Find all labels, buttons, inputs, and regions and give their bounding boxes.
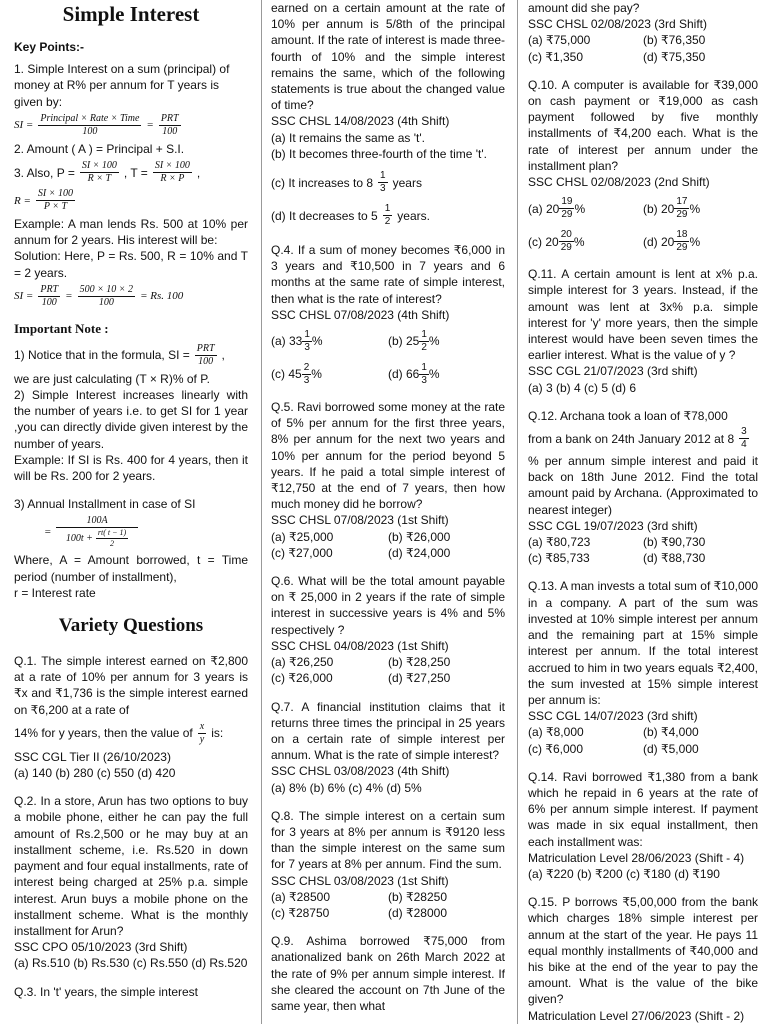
- fraction-numerator: SI × 100: [81, 160, 117, 172]
- column-1: [14, 0, 248, 1024]
- question-text: from a bank on 24th January 2012 at 8: [528, 431, 735, 446]
- note-3-text: 3) Annual Installment in case of SI: [14, 497, 196, 512]
- question-13-source: SSC CGL 14/07/2023 (3rd shift): [528, 709, 698, 724]
- formula-lead: 3. Also, P =: [14, 165, 75, 180]
- fraction: [38, 113, 141, 138]
- question-5-options: [271, 529, 505, 561]
- option-text: (d) It decreases to 5: [271, 208, 378, 223]
- percent-sign: %: [574, 201, 586, 216]
- question-11-source: SSC CGL 21/07/2023 (3rd shift): [528, 364, 698, 379]
- option-b: [643, 196, 758, 221]
- fraction: [378, 170, 388, 195]
- question-12-options: [528, 534, 758, 566]
- fraction-numerator: x: [199, 720, 205, 732]
- option-b: (b) ₹26,000: [388, 529, 451, 544]
- fraction: [559, 196, 574, 221]
- fraction-denominator: P × T: [43, 201, 68, 213]
- percent-sign: %: [311, 367, 322, 382]
- question-9-continued: amount did she pay?: [528, 1, 640, 15]
- question-1: Q.1. The simple interest earned on ₹2,800 at a rate of 10% per annum for 3 years is ₹x and ₹1,736 is the simple interest earned on ₹6,200 at a rate of: [14, 654, 248, 717]
- fraction-numerator: rt( t − 1): [97, 528, 127, 538]
- fraction: [96, 528, 128, 549]
- fraction: [78, 284, 136, 309]
- fraction: [302, 329, 312, 354]
- question-14-source: Matriculation Level 28/06/2023 (Shift - 4): [528, 850, 745, 865]
- question-5-source: SSC CHSL 07/08/2023 (1st Shift): [271, 513, 449, 528]
- option-text: (d) 20: [643, 234, 675, 249]
- punctuation: ,: [221, 348, 225, 363]
- question-9-options: [528, 32, 758, 64]
- punctuation: ,: [196, 165, 201, 180]
- note-text: 1) Notice that in the formula, SI =: [14, 348, 190, 363]
- fraction-denominator: 2: [110, 539, 114, 549]
- fraction-denominator: 3: [421, 375, 427, 387]
- question-8: Q.8. The simple interest on a certain sum for 3 years at 8% per annum is ₹9120 less than the simple interest on the same sum for 7 years at 8% per annum. Find the sum.: [271, 808, 505, 872]
- option-d: (d) ₹88,730: [643, 551, 706, 566]
- question-3-option-c: [271, 170, 505, 195]
- fraction-denominator: 4: [741, 439, 747, 451]
- column-2: [271, 0, 505, 1024]
- option-a: (a) ₹26,250: [271, 655, 334, 670]
- question-14: Q.14. Ravi borrowed ₹1,380 from a bank which he repaid in 6 years at the rate of 6% per annum simple interest. If payment was made in six equal installment, then each installment was:: [528, 769, 758, 849]
- fraction-numerator: 18: [676, 229, 688, 241]
- option-c: [528, 229, 643, 254]
- option-text: (d) 66: [388, 367, 420, 382]
- formula-result: = Rs. 100: [140, 290, 184, 303]
- option-text: (a) 20: [528, 201, 560, 216]
- fraction: [80, 160, 119, 185]
- fraction-numerator: 2: [303, 362, 310, 374]
- option-c: (c) ₹28750: [271, 905, 330, 920]
- fraction: [419, 362, 429, 387]
- option-d: (d) ₹5,000: [643, 741, 699, 756]
- fraction-numerator: Principal × Rate × Time: [40, 112, 140, 124]
- question-13-options: [528, 724, 758, 756]
- fraction-numerator: 1: [384, 203, 391, 215]
- option-b: (b) ₹28250: [388, 889, 448, 904]
- solution-formula: [14, 284, 248, 309]
- column-divider: [517, 0, 518, 1024]
- fraction-denominator: 2: [384, 216, 391, 228]
- equals-sign: =: [44, 526, 52, 539]
- key-points-heading: Key Points:-: [14, 40, 85, 54]
- column-3: [528, 0, 758, 1024]
- option-a: (a) ₹28500: [271, 889, 331, 904]
- key-point-2: 2. Amount ( A ) = Principal + S.I.: [14, 141, 185, 156]
- question-9-source: SSC CHSL 02/08/2023 (3rd Shift): [528, 17, 707, 32]
- option-text: (c) 45: [271, 367, 302, 382]
- fraction-denominator: R × T: [87, 173, 112, 185]
- fraction: [739, 426, 749, 451]
- option-c: (c) ₹27,000: [271, 545, 333, 560]
- question-text: 14% for y years, then the value of: [14, 726, 193, 741]
- fraction-numerator: 1: [421, 362, 427, 374]
- option-d: (d) ₹27,250: [388, 671, 451, 686]
- equals-sign: =: [146, 119, 154, 132]
- question-2-source: SSC CPO 05/10/2023 (3rd Shift): [14, 940, 188, 955]
- fraction-denominator: 100: [82, 125, 98, 137]
- fraction-numerator: 1: [421, 329, 427, 341]
- fraction-denominator: 3: [303, 375, 310, 387]
- where-text: Where, A = Amount borrowed, t = Time period (number of installment),: [14, 553, 248, 584]
- question-5: Q.5. Ravi borrowed some money at the rate of 5% per annum for the first three years, 8% per annum for the next two years and 10% per annum for the period beyond 5 years. If he paid a total simple interest of ₹12,750 at the end of 7 years, then how much money did he borrow?: [271, 400, 505, 512]
- option-text: (b) 20: [643, 201, 675, 216]
- page-title: Simple Interest: [62, 2, 200, 26]
- question-1-options: (a) 140 (b) 280 (c) 550 (d) 420: [14, 766, 176, 781]
- rearranged-formulas: [14, 160, 248, 185]
- question-8-source: SSC CHSL 03/08/2023 (1st Shift): [271, 873, 449, 888]
- question-3-continued: earned on a certain amount at the rate of 10% per annum is 5/8th of the principal amount. If the rate of interest is made three-fourth of 10% and the simple interest remains the same, which of the following statements is true about the changed value of time?: [271, 1, 505, 113]
- fraction-numerator: 1: [304, 329, 310, 341]
- fraction: [56, 515, 137, 549]
- question-2-options: (a) Rs.510 (b) Rs.530 (c) Rs.550 (d) Rs.520: [14, 956, 248, 971]
- option-b: (b) ₹76,350: [643, 33, 706, 48]
- question-10: Q.10. A computer is available for ₹39,000 on cash payment or ₹19,000 as cash payment followed by five monthly installments of ₹4,200 each. What is the rate of interest per annum under the installment plan?: [528, 77, 758, 173]
- si-formula: [14, 113, 248, 138]
- option-a: (a) ₹8,000: [528, 725, 584, 740]
- fraction-numerator: 100A: [56, 515, 137, 528]
- fraction-denominator: y: [199, 733, 205, 745]
- fraction-denominator: R × P: [160, 173, 185, 185]
- fraction: [383, 203, 393, 228]
- solution-text: Solution: Here, P = Rs. 500, R = 10% and T = 2 years.: [14, 249, 248, 280]
- percent-sign: %: [573, 234, 585, 249]
- formula-lead: , T =: [123, 165, 148, 180]
- option-d: [643, 229, 758, 254]
- option-text: (a) 33: [271, 334, 303, 349]
- question-12-source: SSC CGL 19/07/2023 (3rd shift): [528, 518, 698, 533]
- note-2-example: Example: If SI is Rs. 400 for 4 years, then it will be Rs. 200 for 2 years.: [14, 452, 248, 484]
- percent-sign: %: [311, 334, 323, 349]
- option-a: (a) ₹80,723: [528, 535, 591, 550]
- fraction: [302, 362, 312, 387]
- option-c: (c) ₹1,350: [528, 49, 583, 64]
- question-1-source: SSC CGL Tier II (26/10/2023): [14, 749, 171, 764]
- fraction: [159, 113, 181, 138]
- option-d: (d) ₹28000: [388, 905, 448, 920]
- option-text: years: [392, 175, 422, 190]
- option-d: (d) ₹24,000: [388, 545, 451, 560]
- option-b: (b) ₹4,000: [643, 725, 699, 740]
- question-6-options: [271, 654, 505, 686]
- fraction-denominator: 3: [380, 183, 386, 195]
- question-3-option-d: [271, 203, 505, 228]
- option-c: (c) ₹6,000: [528, 741, 583, 756]
- fraction-numerator: SI × 100: [37, 188, 73, 200]
- percent-sign: %: [428, 334, 440, 349]
- where-r-text: r = Interest rate: [14, 585, 96, 600]
- installment-formula: [44, 515, 248, 549]
- question-15: Q.15. P borrows ₹5,00,000 from the bank which charges 18% simple interest per annum at the start of the year. He pays 11 equal monthly installments of ₹40,000 and his bike at the end of the year to pay the amount. What is the value of the bike given?: [528, 895, 758, 1007]
- example-text: Example: A man lends Rs. 500 at 10% per annum for 2 years. His interest will be:: [14, 217, 248, 248]
- option-c: (c) ₹26,000: [271, 671, 333, 686]
- option-a: (a) ₹25,000: [271, 529, 334, 544]
- percent-sign: %: [689, 201, 701, 216]
- option-a: (a) ₹75,000: [528, 33, 591, 48]
- fraction-numerator: SI × 100: [154, 160, 190, 172]
- option-d: (d) ₹75,350: [643, 49, 706, 64]
- fraction-numerator: 17: [676, 196, 688, 208]
- fraction-numerator: 19: [561, 196, 573, 208]
- question-10-source: SSC CHSL 02/08/2023 (2nd Shift): [528, 175, 710, 190]
- formula-lhs: SI =: [14, 290, 34, 303]
- key-point-1: 1. Simple Interest on a sum (principal) of money at R% per annum for T years is given by:: [14, 62, 230, 109]
- fraction-denominator: 100: [41, 296, 57, 308]
- question-12-continued: % per annum simple interest and paid it back on 18th June 2012. Find the total amount paid by Archana. (Approximated to nearest integer): [528, 454, 758, 517]
- question-3-start: Q.3. In 't' years, the simple interest: [14, 984, 198, 999]
- question-8-options: [271, 889, 505, 921]
- fraction-numerator: 3: [741, 426, 747, 438]
- question-12-fraction-line: [528, 426, 758, 451]
- important-note-heading: Important Note :: [14, 320, 109, 336]
- question-3-option-b: (b) It becomes three-fourth of the time 't'.: [271, 146, 488, 161]
- denominator-lead: 100t +: [65, 532, 93, 544]
- option-d: [388, 362, 505, 387]
- question-4-source: SSC CHSL 07/08/2023 (4th Shift): [271, 307, 450, 322]
- fraction: [38, 284, 60, 309]
- percent-sign: %: [689, 234, 701, 249]
- note-2-text: 2) Simple Interest increases linearly with the number of years i.e. to get SI for 1 year ,you can directly divide given interest by the number of years.: [14, 388, 248, 451]
- note-1-text: we are just calculating (T × R)% of P.: [14, 371, 210, 386]
- question-1-fraction-line: [14, 721, 248, 746]
- fraction-numerator: 500 × 10 × 2: [79, 283, 134, 295]
- question-4-options: [271, 329, 505, 387]
- fraction: [36, 188, 75, 213]
- option-c: (c) ₹85,733: [528, 551, 590, 566]
- fraction-numerator: PRT: [160, 112, 179, 124]
- fraction: [198, 721, 206, 746]
- option-text: (c) It increases to 8: [271, 175, 374, 190]
- option-c: [271, 362, 388, 387]
- question-7: Q.7. A financial institution claims that it returns three times the principal in 25 years on a certain rate of simple interest per annum. What is the rate of simple interest?: [271, 699, 505, 763]
- fraction: [195, 343, 217, 368]
- question-7-source: SSC CHSL 03/08/2023 (4th Shift): [271, 764, 450, 779]
- question-2: Q.2. In a store, Arun has two options to buy a mobile phone, either he can pay the full amount of Rs.2,500 or he may buy at an installment scheme, i.e. Rs.520 in down payment and four equal installments, rate of interest being charged at 25% p.a. simple interest. Arun buys a mobile phone on the installment scheme. What is the monthly installment for Arun?: [14, 794, 248, 938]
- fraction: [674, 229, 689, 254]
- option-text: (b) 25: [388, 334, 420, 349]
- fraction: [559, 229, 574, 254]
- fraction-denominator: 29: [676, 209, 688, 221]
- question-15-source: Matriculation Level 27/06/2023 (Shift - 2): [528, 1008, 745, 1023]
- fraction-denominator: 3: [304, 342, 310, 354]
- fraction: [674, 196, 689, 221]
- question-6: Q.6. What will be the total amount payable on ₹ 25,000 in 2 years if the rate of simple interest in successive years is 4% and 5% respectively ?: [271, 574, 505, 637]
- question-3-option-a: (a) It remains the same as 't'.: [271, 130, 425, 145]
- question-9-start: Q.9. Ashima borrowed ₹75,000 from anationalized bank on 26th March 2022 at the rate of 9% per annum simple interest. If she cleared the account on 7th June of the same year, then what: [271, 934, 505, 1013]
- equals-sign: =: [65, 290, 73, 303]
- fraction-denominator: [64, 528, 130, 549]
- option-text: years.: [397, 208, 430, 223]
- option-text: (c) 20: [528, 234, 559, 249]
- variety-questions-heading: Variety Questions: [58, 615, 204, 637]
- option-b: [388, 329, 505, 354]
- question-11: Q.11. A certain amount is lent at x% p.a. simple interest for 3 years. Instead, if the amount was lent at 3x% p.a. simple interest for 'y' more years, then the simple interest would have been seven times the earlier interest. What is the value of y ?: [528, 267, 758, 363]
- option-b: (b) ₹28,250: [388, 655, 451, 670]
- question-13: Q.13. A man invests a total sum of ₹10,000 in a company. A part of the sum was invested at 10% simple interest per annum and the remaining part at 15% simple interest per annum. If the total interest accrued to him in two years equals ₹2,400, the sum invested at 15% simple interest per annum is:: [528, 579, 758, 707]
- option-a: [271, 329, 388, 354]
- question-text: is:: [211, 726, 224, 741]
- note-1-formula: [14, 343, 248, 368]
- option-b: (b) ₹90,730: [643, 535, 706, 550]
- question-6-source: SSC CHSL 04/08/2023 (1st Shift): [271, 638, 449, 653]
- fraction: [419, 329, 429, 354]
- question-12: Q.12. Archana took a loan of ₹78,000: [528, 408, 728, 423]
- question-11-options: (a) 3 (b) 4 (c) 5 (d) 6: [528, 380, 637, 395]
- question-14-options: (a) ₹220 (b) ₹200 (c) ₹180 (d) ₹190: [528, 866, 720, 881]
- question-3-source: SSC CHSL 14/08/2023 (4th Shift): [271, 114, 450, 129]
- fraction-numerator: PRT: [196, 342, 215, 354]
- option-a: [528, 196, 643, 221]
- fraction: [153, 160, 192, 185]
- question-4: Q.4. If a sum of money becomes ₹6,000 in 3 years and ₹10,500 in 7 years and 6 months at the same rate of simple interest, then what is the rate of interest?: [271, 243, 505, 306]
- fraction-denominator: 2: [421, 342, 427, 354]
- fraction-numerator: 1: [380, 170, 386, 182]
- rate-formula: [14, 188, 248, 213]
- fraction-denominator: 100: [162, 125, 178, 137]
- question-7-options: (a) 8% (b) 6% (c) 4% (d) 5%: [271, 780, 422, 795]
- fraction-denominator: 29: [561, 209, 573, 221]
- formula-lhs: SI =: [14, 119, 34, 132]
- fraction-numerator: 20: [560, 229, 572, 241]
- percent-sign: %: [428, 367, 440, 382]
- column-divider: [261, 0, 262, 1024]
- fraction-denominator: 100: [198, 355, 214, 367]
- fraction-numerator: PRT: [40, 283, 59, 295]
- fraction-denominator: 100: [98, 296, 114, 308]
- fraction-denominator: 29: [676, 242, 688, 254]
- fraction-denominator: 29: [560, 242, 572, 254]
- question-10-options: [528, 196, 758, 254]
- formula-lhs: R =: [14, 194, 31, 207]
